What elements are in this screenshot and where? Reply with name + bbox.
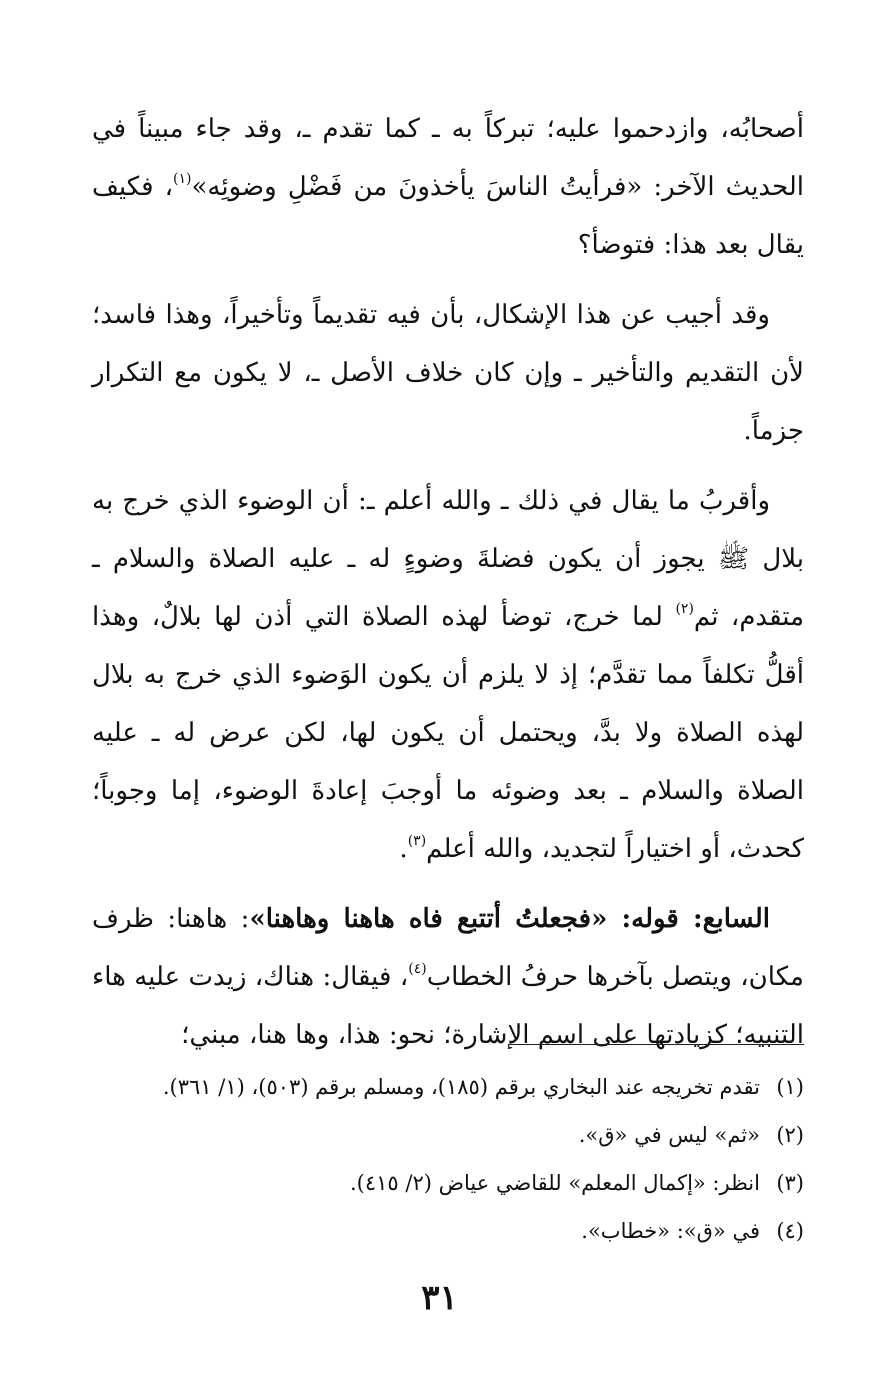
footnote-text: تقدم تخريجه عند البخاري برقم (١٨٥)، ومسلم برقم (٥٠٣)، (١/ ٣٦١). bbox=[162, 1075, 760, 1099]
text-segment: . bbox=[399, 834, 408, 864]
footnote-ref-1: (١) bbox=[173, 171, 192, 187]
footnote-ref-2: (٢) bbox=[675, 601, 694, 617]
footnote-ref-3: (٣) bbox=[407, 833, 427, 849]
section-lead: السابع: قوله: «فجعلتُ أتتبع فاه هاهنا وهاهنا» bbox=[249, 904, 770, 934]
footnotes bbox=[92, 1063, 804, 1255]
page-number: ٣١ bbox=[421, 1278, 458, 1318]
footnote-3 bbox=[92, 1159, 804, 1207]
footnote-2 bbox=[92, 1111, 804, 1159]
text-segment: ، فكيف يقال بعد هذا: فتوضأ؟ bbox=[92, 172, 804, 260]
text-segment: وأقربُ ما يقال في ذلك ـ والله أعلم ـ: أن الوضوء الذي خرج به بلال ﷺ يجوز أن يكون فضلةَ وضوءٍ له ـ عليه الصلاة والسلام ـ متقدم، ثم bbox=[92, 486, 804, 632]
footnote-number: (٢) bbox=[776, 1123, 804, 1147]
text-segment: : هاهنا: ظرف مكان، ويتصل بآخرها حرفُ الخطاب bbox=[92, 904, 804, 992]
footnote-1 bbox=[92, 1063, 804, 1111]
text-segment: لما خرج، توضأ لهذه الصلاة التي أذن لها بلالٌ، وهذا أقلُّ تكلفاً مما تقدَّم؛ إذ لا يلزم أن يكون الوَضوء الذي خرج به بلال لهذه الصلاة ولا بدَّ، ويحتمل أن يكون لها، لكن عرض له ـ عليه الصلاة والسلام ـ بعد وضوئه ما أوجبَ إعادةَ الوضوء، إما وجوباً؛ كحدث، أو اختياراً لتجديد، والله أعلم bbox=[92, 602, 804, 864]
footnote-text: في «ق»: «خطاب». bbox=[581, 1219, 760, 1243]
footnote-text: انظر: «إكمال المعلم» للقاضي عياض (٢/ ٤١٥). bbox=[349, 1171, 760, 1195]
paragraph-1 bbox=[92, 100, 804, 274]
paragraph-3 bbox=[92, 472, 804, 878]
footnote-number: (٤) bbox=[776, 1219, 804, 1243]
footnote-number: (٣) bbox=[776, 1171, 804, 1195]
text-segment: وقد أجيب عن هذا الإشكال، بأن فيه تقديماً وتأخيراً، وهذا فاسد؛ لأن التقديم والتأخير ـ وإن كان خلاف الأصل ـ، لا يكون مع التكرار جزماً. bbox=[92, 300, 804, 446]
main-text bbox=[92, 100, 804, 1076]
paragraph-4 bbox=[92, 890, 804, 1064]
footnote-text: «ثم» ليس في «ق». bbox=[578, 1123, 760, 1147]
paragraph-2 bbox=[92, 286, 804, 460]
footnote-ref-4: (٤) bbox=[408, 961, 427, 977]
text-segment: ، فيقال: هناك، زيدت عليه هاء التنبيه؛ كزيادتها على اسم الإشارة؛ نحو: هذا، وها هنا، مبني؛ bbox=[92, 962, 804, 1050]
footnote-number: (١) bbox=[776, 1075, 804, 1099]
text-segment: أصحابُه، وازدحموا عليه؛ تبركاً به ـ كما تقدم ـ، وقد جاء مبيناً في الحديث الآخر: «فرأيتُ الناسَ يأخذونَ من فَضْلِ وضوئِه» bbox=[92, 114, 805, 202]
footnote-divider bbox=[508, 1044, 804, 1045]
footnote-4 bbox=[92, 1207, 804, 1255]
